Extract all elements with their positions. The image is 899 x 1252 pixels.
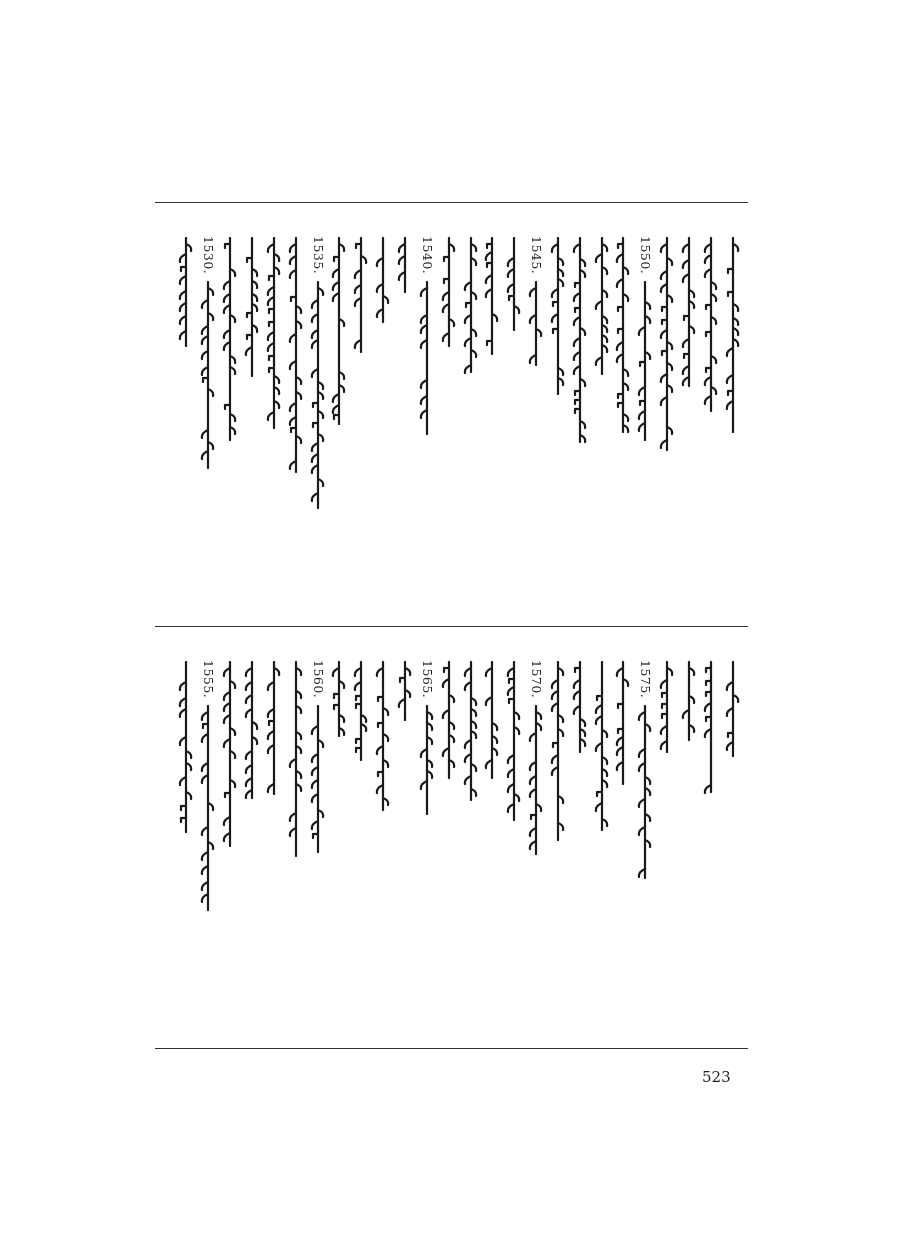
mongolian-script-glyphs [287,236,305,476]
mongolian-script-glyphs [636,280,654,444]
mongolian-script-glyphs [265,660,283,798]
mongolian-script-glyphs [374,660,392,814]
mongolian-script-glyphs [440,236,458,350]
mongolian-script-glyphs [287,660,305,860]
line-number: 1575. [638,660,653,699]
mongolian-script-glyphs [527,704,545,858]
verse-panel-lower [150,660,750,910]
line-number: 1540. [420,236,435,275]
line-number: 1535. [311,236,326,275]
line-number: 1550. [638,236,653,275]
mongolian-script-glyphs [680,236,698,390]
line-number: 1555. [201,660,216,699]
line-number: 1560. [311,660,326,699]
mongolian-script-glyphs [330,236,348,428]
mongolian-script-glyphs [549,236,567,398]
mongolian-script-glyphs [571,660,589,756]
line-number: 1530. [201,236,216,275]
mongolian-script-glyphs [593,236,611,378]
mongolian-script-glyphs [418,704,436,818]
mongolian-script-glyphs [243,660,261,802]
mongolian-script-glyphs [199,704,217,914]
mongolian-script-glyphs [614,660,632,788]
mongolian-script-glyphs [265,236,283,432]
mongolian-script-glyphs [702,660,720,796]
verse-panel-upper [150,236,750,486]
mongolian-script-glyphs [571,236,589,446]
line-number: 1565. [420,660,435,699]
mongolian-script-glyphs [309,704,327,856]
mongolian-script-glyphs [483,660,501,782]
mongolian-script-glyphs [396,660,414,724]
mongolian-script-glyphs [330,660,348,740]
mongolian-script-glyphs [658,236,676,454]
mongolian-script-glyphs [462,236,480,376]
line-number: 1570. [529,660,544,699]
mongolian-script-glyphs [309,280,327,512]
mongolian-script-glyphs [199,280,217,472]
line-number: 1545. [529,236,544,275]
mongolian-script-glyphs [396,236,414,296]
mongolian-script-glyphs [680,660,698,744]
mongolian-script-glyphs [221,236,239,444]
mongolian-script-glyphs [243,236,261,380]
mongolian-script-glyphs [483,236,501,358]
mongolian-script-glyphs [505,236,523,334]
mongolian-script-glyphs [352,660,370,764]
mongolian-script-glyphs [177,236,195,350]
mongolian-script-glyphs [593,660,611,834]
middle-rule [155,626,748,627]
top-rule [155,202,748,203]
mongolian-script-glyphs [636,704,654,882]
mongolian-script-glyphs [549,660,567,844]
mongolian-script-glyphs [702,236,720,415]
mongolian-script-glyphs [724,660,742,760]
mongolian-script-glyphs [505,660,523,824]
mongolian-script-glyphs [221,660,239,850]
mongolian-script-glyphs [440,660,458,782]
mongolian-script-glyphs [418,280,436,438]
mongolian-script-glyphs [374,236,392,326]
mongolian-script-glyphs [177,660,195,836]
page-number: 523 [702,1068,731,1086]
mongolian-script-glyphs [462,660,480,804]
mongolian-script-glyphs [527,280,545,369]
bottom-rule [155,1048,748,1049]
mongolian-script-glyphs [724,236,742,436]
mongolian-script-glyphs [658,660,676,756]
mongolian-script-glyphs [352,236,370,356]
mongolian-script-glyphs [614,236,632,436]
